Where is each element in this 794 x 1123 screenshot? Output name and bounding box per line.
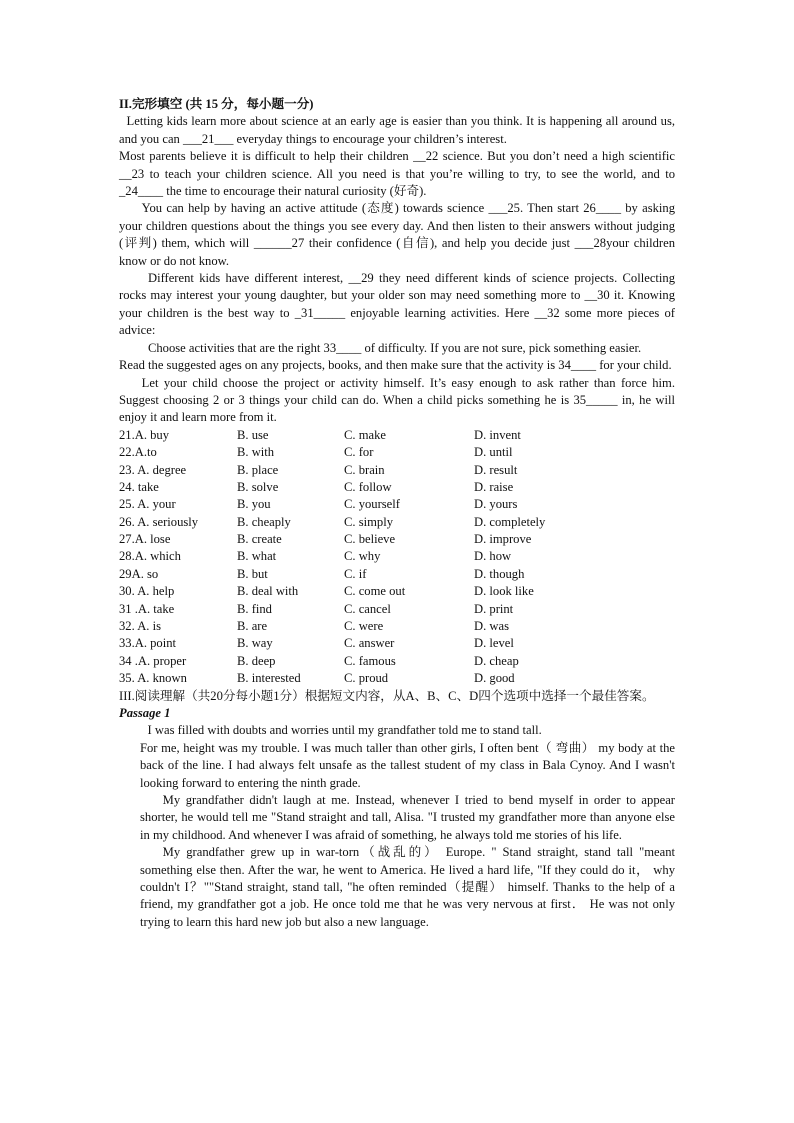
option-row (119, 531, 675, 548)
option-b: B. deal with (237, 584, 299, 599)
option-b: B. create (237, 532, 282, 547)
option-c: C. make (344, 427, 386, 442)
passage-paragraph: I was filled with doubts and worries until my grandfather told me to stand tall. (147, 723, 542, 738)
option-b: B. interested (237, 671, 301, 686)
option-d: D. how (474, 549, 512, 564)
option-a: 29A. so (119, 566, 159, 581)
option-a: 33.A. point (119, 636, 177, 651)
option-row (119, 601, 675, 618)
option-row (119, 670, 675, 687)
option-a: 31 .A. take (119, 601, 175, 616)
option-a: 34 .A. proper (119, 653, 187, 668)
option-d: D. look like (474, 584, 534, 599)
option-a: 28.A. which (119, 549, 181, 564)
cloze-paragraph: Most parents believe it is difficult to help their children __22 science. But you don’t need a high scientific __23 to teach your children science. All you need is that you’re willing to try, to see the world, and to _24____ the time to encourage their natural curiosity (好奇). (119, 149, 675, 199)
option-c: C. believe (344, 532, 396, 547)
option-d: D. good (474, 671, 515, 686)
option-row (119, 548, 675, 565)
option-d: D. improve (474, 532, 532, 547)
option-d: D. result (474, 462, 518, 477)
option-a: 26. A. seriously (119, 514, 199, 529)
option-d: D. yours (474, 497, 518, 512)
option-d: D. until (474, 445, 513, 460)
option-c: C. answer (344, 636, 395, 651)
cloze-paragraph: Different kids have different interest, __29 they need different kinds of science projects. Collecting rocks may interest your young daughter, but your older son may need something more to __30 it. Knowing your children is the best way to _31_____ enjoyable learning activities. Here __32 some more pieces of advice: (119, 271, 675, 338)
option-a: 21.A. buy (119, 427, 170, 442)
option-a: 25. A. your (119, 497, 176, 512)
passage-paragraph: For me, height was my trouble. I was much taller than other girls, I often bent（ 弯曲） my body at the back of the line. I had always felt unsafe as the tallest student of my class in Bala Cynoy. And I wasn't looking forward to entering the ninth grade. (140, 740, 675, 790)
cloze-options-list (119, 427, 675, 688)
option-d: D. invent (474, 427, 521, 442)
option-row (119, 635, 675, 652)
option-b: B. you (237, 497, 271, 512)
option-d: D. though (474, 566, 525, 581)
cloze-section-title: II.完形填空 (共 15 分，每小题一分) (119, 97, 314, 111)
option-b: B. deep (237, 653, 276, 668)
option-b: B. with (237, 445, 275, 460)
option-row (119, 479, 675, 496)
option-row (119, 583, 675, 600)
option-a: 35. A. known (119, 671, 187, 686)
option-row (119, 653, 675, 670)
option-b: B. cheaply (237, 514, 291, 529)
option-a: 23. A. degree (119, 462, 187, 477)
option-row (119, 514, 675, 531)
option-c: C. proud (344, 671, 389, 686)
cloze-paragraph: Choose activities that are the right 33____ of difficulty. If you are not sure, pick something easier. (147, 340, 642, 355)
option-a: 22.A.to (119, 445, 157, 460)
option-row (119, 566, 675, 583)
option-d: D. raise (474, 479, 514, 494)
passage-body (119, 722, 675, 931)
worksheet-page (119, 96, 675, 931)
option-d: D. cheap (474, 653, 519, 668)
option-row (119, 427, 675, 444)
option-b: B. are (237, 619, 268, 634)
option-d: D. print (474, 601, 514, 616)
option-b: B. way (237, 636, 273, 651)
option-c: C. why (344, 549, 381, 564)
option-b: B. place (237, 462, 279, 477)
option-c: C. yourself (344, 497, 400, 512)
option-row (119, 444, 675, 461)
option-a: 27.A. lose (119, 532, 171, 547)
option-c: C. come out (344, 584, 406, 599)
option-c: C. were (344, 619, 384, 634)
option-d: D. was (474, 619, 509, 634)
cloze-paragraph: Let your child choose the project or activity himself. It’s easy enough to ask rather than force him. Suggest choosing 2 or 3 things your child can do. When a child picks something he is 35_____ in, he will enjoy it and learn more from it. (119, 375, 675, 425)
option-c: C. cancel (344, 601, 391, 616)
option-a: 30. A. help (119, 584, 175, 599)
option-b: B. but (237, 566, 268, 581)
option-row (119, 618, 675, 635)
passage-paragraph: My grandfather grew up in war-torn（战乱的） Europe. " Stand straight, stand tall "meant something else then. After the war, he went to America. He lived a hard life, "If they could do it， why couldn't I？""Stand straight, stand tall, "he often reminded（提醒） himself. Thanks to the help of a friend, my grandfather got a job. He once told me that he was very nervous at first． He was not only trying to learn this hard new job but also a new language. (140, 845, 675, 929)
cloze-paragraph: Letting kids learn more about science at an early age is easier than you think. It is happening all around us, and you can ___21___ everyday things to encourage your children’s interest. (119, 114, 675, 146)
option-c: C. famous (344, 653, 396, 668)
option-b: B. solve (237, 479, 279, 494)
option-row (119, 496, 675, 513)
passage-title: Passage 1 (119, 705, 171, 720)
option-d: D. level (474, 636, 514, 651)
option-b: B. use (237, 427, 269, 442)
option-b: B. what (237, 549, 277, 564)
option-row (119, 462, 675, 479)
option-a: 24. take (119, 479, 159, 494)
reading-section-title: III.阅读理解（共20分每小题1分）根据短文内容，从A、B、C、D四个选项中选择一个最佳答案。 (119, 688, 655, 703)
cloze-paragraph: Read the suggested ages on any projects, books, and then make sure that the activity is 34____ for your child. (119, 358, 672, 373)
cloze-paragraph: You can help by having an active attitude (态度) towards science ___25. Then start 26____ by asking your children questions about the things you see every day. And then listen to their answers without judging (评判) them, which will ______27 their confidence (自信), and help you decide just ___28your children know or do not know. (119, 201, 675, 268)
option-d: D. completely (474, 514, 546, 529)
option-c: C. if (344, 566, 367, 581)
option-c: C. brain (344, 462, 385, 477)
option-a: 32. A. is (119, 619, 161, 634)
option-c: C. for (344, 445, 374, 460)
passage-paragraph: My grandfather didn't laugh at me. Instead, whenever I tried to bend myself in order to appear shorter, he would tell me "Stand straight and tall, Alisa. "I trusted my grandfather more than anyone else in my childhood. And whenever I was afraid of something, he always told me stories of his life. (140, 793, 675, 842)
option-c: C. simply (344, 514, 393, 529)
option-b: B. find (237, 601, 272, 616)
option-c: C. follow (344, 479, 392, 494)
